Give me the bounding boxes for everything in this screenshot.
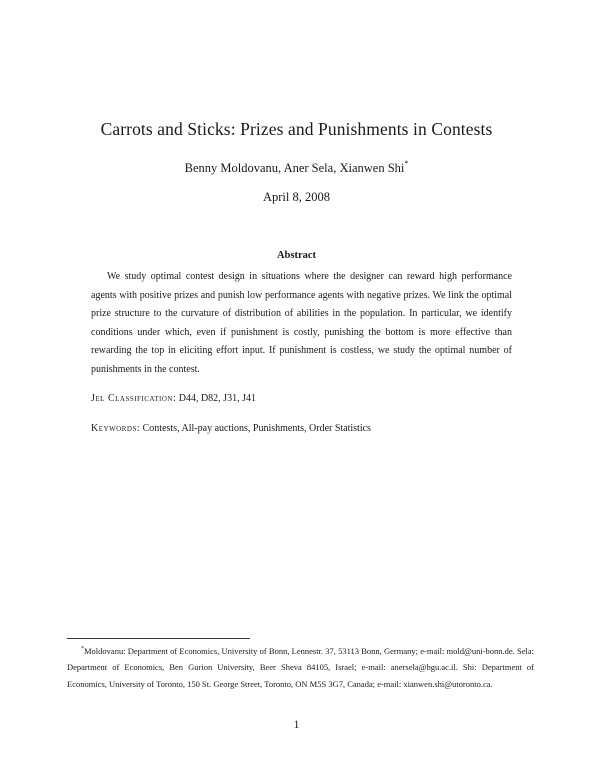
jel-label: Jel Classification: bbox=[91, 393, 177, 404]
footnote-marker: * bbox=[81, 646, 84, 652]
jel-classification bbox=[91, 393, 512, 404]
abstract-heading: Abstract bbox=[276, 250, 317, 261]
author-names: Benny Moldovanu, Aner Sela, Xianwen Shi bbox=[184, 161, 405, 176]
footnote-text: Moldovanu: Department of Economics, University of Bonn, Lennestr. 37, 53113 Bonn, Germany; e-mail: mold@uni-bonn.de. Sela: Department of Economics, Ben Gurion University, Beer Sheva 84105, Israel; e-mail: anersela@bgu.ac.il. Shi: Department of Economics, University of Toronto, 150 St. George Street, Toronto, ON M5S 3G7, Canada; e-mail: xianwen.shi@utoronto.ca. bbox=[67, 645, 534, 689]
jel-codes: D44, D82, J31, J41 bbox=[178, 393, 256, 404]
footnote-divider bbox=[67, 638, 250, 639]
author-affiliation-footnote bbox=[67, 641, 534, 692]
keywords-list: Contests, All-pay auctions, Punishments, Order Statistics bbox=[142, 423, 371, 434]
abstract-text: We study optimal contest design in situations where the designer can reward high performance agents with positive prizes and punish low performance agents with negative prizes. We link the optimal prize structure to the curvature of distribution of abilities in the population. In particular, we identify conditions under which, even if punishment is costly, punishing the bottom is more effective than rewarding the top in eliciting effort input. If punishment is costless, we study the optimal number of punishments in the contest. bbox=[91, 271, 512, 375]
keywords-label: Keywords: bbox=[91, 423, 141, 434]
author-list bbox=[0, 160, 593, 176]
page-number: 1 bbox=[293, 719, 300, 731]
author-footnote-marker: * bbox=[404, 159, 409, 168]
keywords bbox=[91, 423, 512, 434]
paper-title: Carrots and Sticks: Prizes and Punishments in Contests bbox=[100, 119, 493, 139]
paper-date: April 8, 2008 bbox=[262, 190, 330, 204]
